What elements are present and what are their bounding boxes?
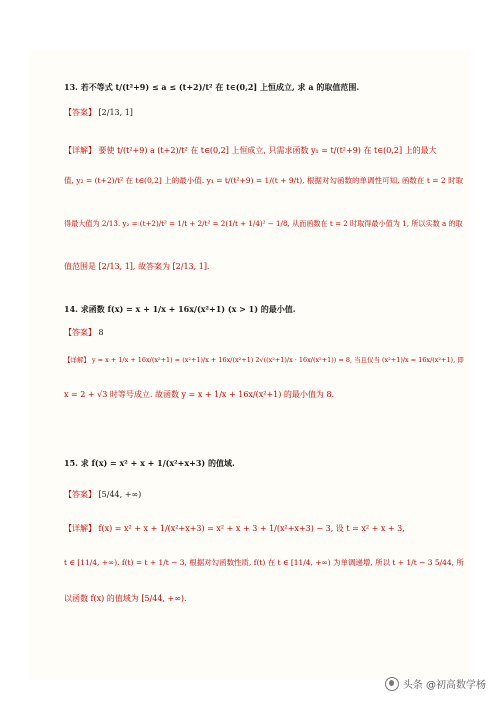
q15-answer: [5/44, +∞) (98, 490, 142, 499)
q15-detail-row1 (64, 524, 405, 534)
q13-detail-line3: 得最大值为 2/13. y₂ = (t+2)/t² = 1/t + 2/t² = 2(1/t + 1/4)² − 1/8, 从而函数在 t = 2 时取得最小值为 1, 所以实数 a 的取 (64, 219, 463, 228)
q14-answer-row (64, 328, 104, 338)
q14-answer: 8 (98, 328, 104, 337)
q15-detail-tag: 【详解】 (64, 524, 96, 533)
footer-text: 头条 @初高数学杨 (402, 680, 486, 691)
q13-answer-row (64, 108, 133, 118)
account-logo-icon (385, 677, 399, 691)
q13-detail-row1 (64, 146, 437, 156)
q14-detail-tag: 【详解】 (64, 356, 90, 364)
q14-detail-line1: y = x + 1/x + 16x/(x²+1) = (x²+1)/x + 16x/(x²+1) 2√((x²+1)/x · 16x/(x²+1)) = 8, 当且仅当 (x²+1)/x = 16x/(x²+1), 即 (91, 356, 464, 364)
q13-answer: [2/13, 1] (98, 108, 133, 117)
q14-title: 14. 求函数 f(x) = x + 1/x + 16x/(x²+1) (x > 1) 的最小值. (64, 304, 296, 314)
q14-detail-row1 (64, 356, 464, 364)
q15-detail-line1: f(x) = x² + x + 1/(x²+x+3) = x² + x + 3 + 1/(x²+x+3) − 3, 设 t = x² + x + 3, (98, 524, 405, 533)
q13-title: 13. 若不等式 t/(t²+9) ≤ a ≤ (t+2)/t² 在 t∈(0,2] 上恒成立, 求 a 的取值范围. (64, 82, 360, 92)
q15-detail-line3: 以函数 f(x) 的值域为 [5/44, +∞). (64, 594, 187, 603)
q14-detail-line2: x = 2 + √3 时等号成立. 故函数 y = x + 1/x + 16x/(x²+1) 的最小值为 8. (64, 390, 335, 399)
footer-watermark (385, 676, 486, 691)
q13-detail-line2: 值, y₂ = (t+2)/t² 在 t∈(0,2] 上的最小值. y₁ = t/(t²+9) = 1/(t + 9/t), 根据对勾函数的单调性可知, 函数在 t = 2 时取 (64, 176, 464, 185)
q13-detail-line4: 值范围是 [2/13, 1], 故答案为 [2/13, 1]. (64, 262, 210, 271)
document-page (30, 50, 470, 680)
q15-answer-row (64, 490, 141, 500)
q15-title: 15. 求 f(x) = x² + x + 1/(x²+x+3) 的值域. (64, 458, 235, 468)
q13-detail-line1: 要使 t/(t²+9) a (t+2)/t² 在 t∈(0,2] 上恒成立, 只需求函数 y₁ = t/(t²+9) 在 t∈(0,2] 上的最大 (98, 146, 437, 155)
q14-answer-tag: 【答案】 (64, 328, 96, 337)
q13-answer-tag: 【答案】 (64, 108, 96, 117)
q15-detail-line2: t ∈ [11/4, +∞). f(t) = t + 1/t − 3, 根据对勾函数性质, f(t) 在 t ∈ [11/4, +∞) 为单调递增, 所以 t + 1/t − 3 5/44, 所 (64, 558, 464, 567)
q15-answer-tag: 【答案】 (64, 490, 96, 499)
q13-detail-tag: 【详解】 (64, 146, 96, 155)
